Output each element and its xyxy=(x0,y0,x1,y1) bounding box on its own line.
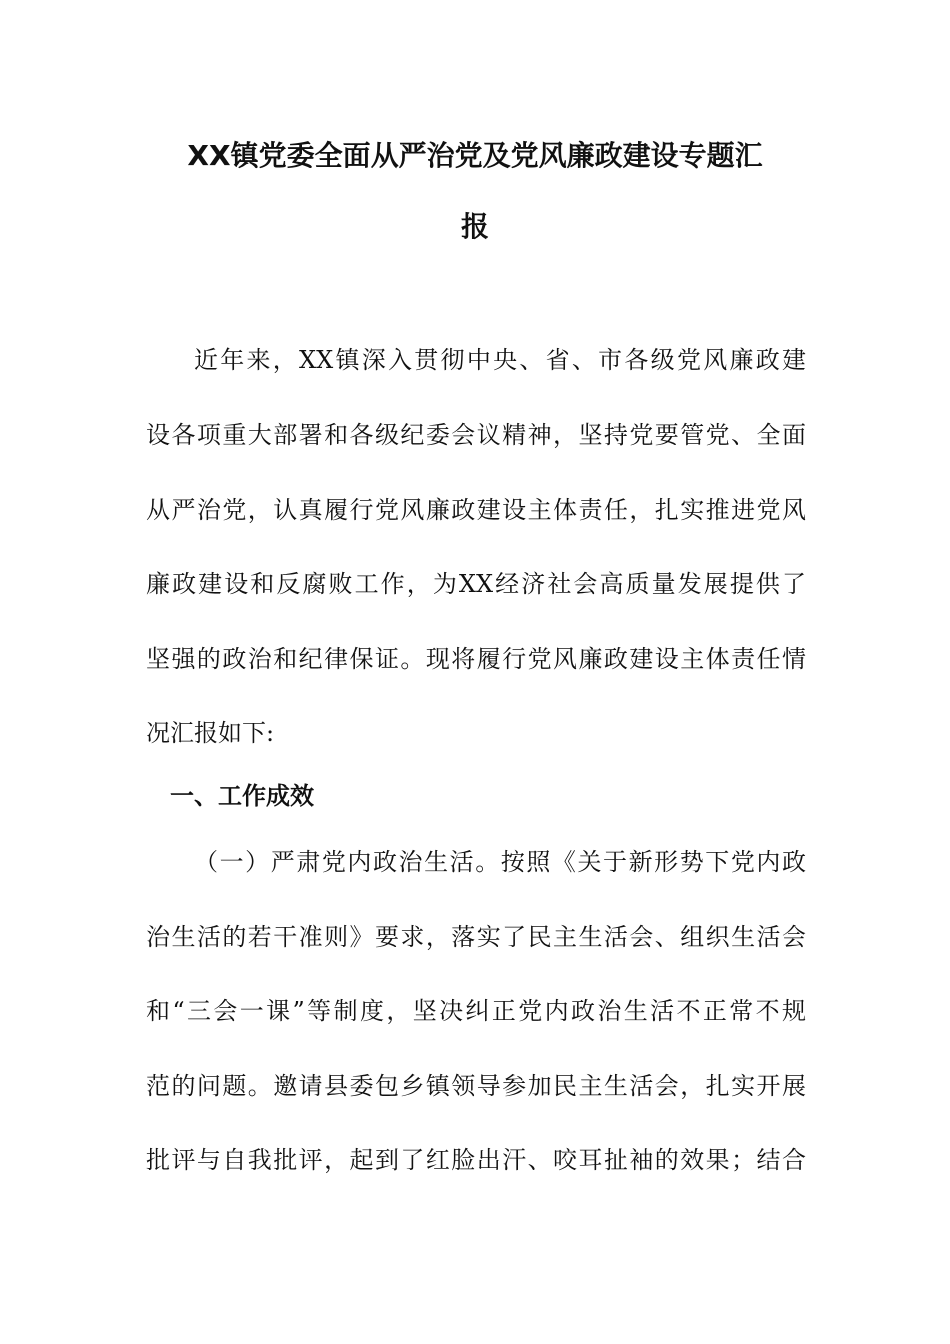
paragraph-line: 廉政建设和反腐败工作，为XX经济社会高质量发展提供了 xyxy=(146,570,806,598)
paragraph-line: 从严治党，认真履行党风廉政建设主体责任，扎实推进党风 xyxy=(146,496,806,524)
paragraph-line: 和“三会一课”等制度，坚决纠正党内政治生活不正常不规 xyxy=(146,997,806,1025)
document-title-line-1: XX镇党委全面从严治党及党风廉政建设专题汇 xyxy=(187,139,763,172)
paragraph-line: （一）严肃党内政治生活。按照《关于新形势下党内政 xyxy=(194,848,806,876)
paragraph-line: 近年来，XX镇深入贯彻中央、省、市各级党风廉政建 xyxy=(194,346,806,374)
paragraph-line: 治生活的若干准则》要求，落实了民主生活会、组织生活会 xyxy=(146,923,806,951)
paragraph-line: 批评与自我批评，起到了红脸出汗、咬耳扯袖的效果；结合 xyxy=(146,1146,806,1174)
paragraph-line: 况汇报如下: xyxy=(146,719,275,747)
paragraph-line: 范的问题。邀请县委包乡镇领导参加民主生活会，扎实开展 xyxy=(146,1072,806,1100)
document-title-line-2: 报 xyxy=(460,210,489,243)
section-heading: 一、工作成效 xyxy=(170,782,314,810)
paragraph-line: 设各项重大部署和各级纪委会议精神，坚持党要管党、全面 xyxy=(146,421,806,449)
paragraph-line: 坚强的政治和纪律保证。现将履行党风廉政建设主体责任情 xyxy=(146,645,806,673)
